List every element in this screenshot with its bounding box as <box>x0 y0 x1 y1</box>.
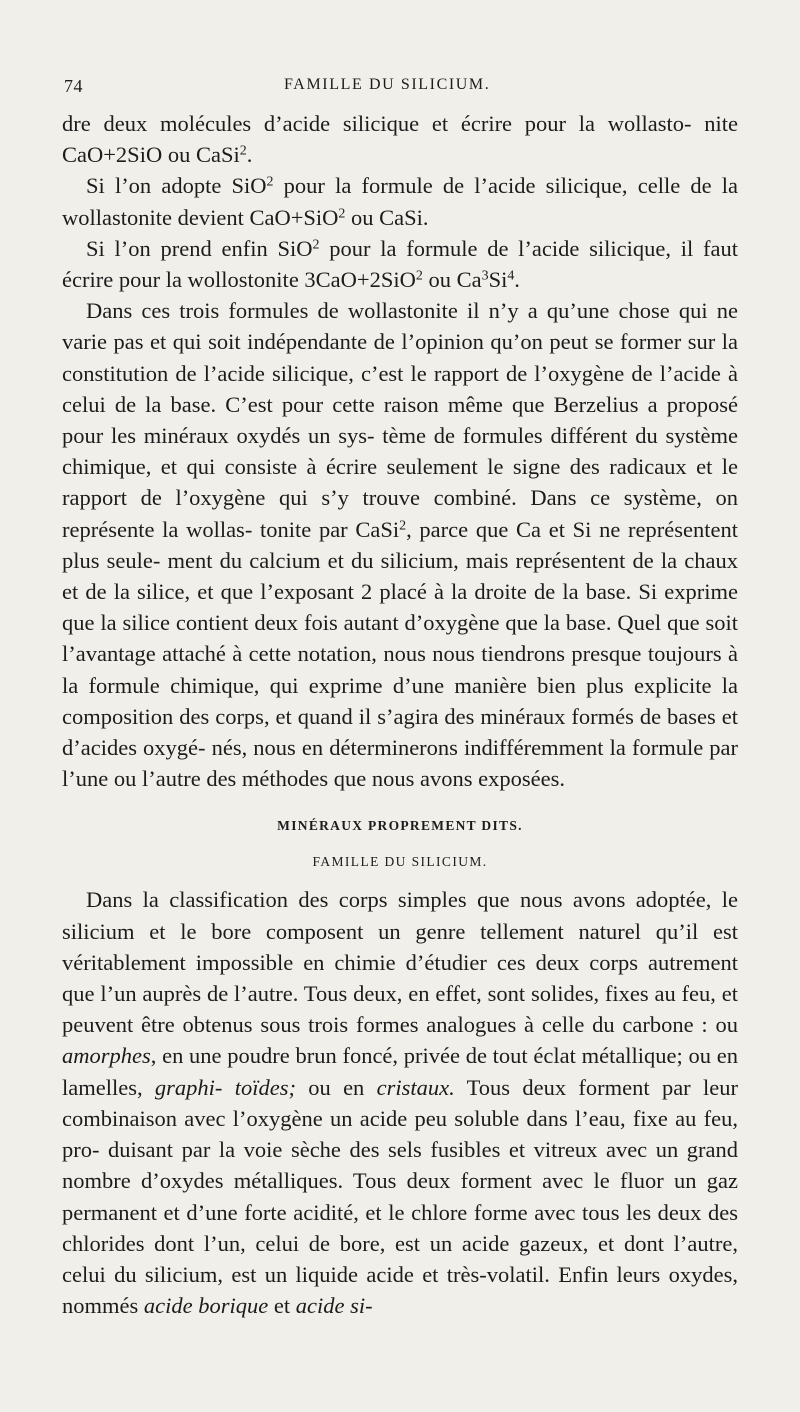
superscript: 4 <box>507 268 515 284</box>
superscript: 2 <box>399 517 407 533</box>
italic-term: graphi- toïdes; <box>154 1074 296 1100</box>
page-number: 74 <box>64 76 83 96</box>
body-paragraph: dre deux molécules d’acide silicique et écrire pour la wollasto- nite CaO+2SiO ou CaSi$^2$. <box>62 111 738 168</box>
superscript: 2 <box>239 143 247 159</box>
body-paragraph: Si l’on adopte SiO$^2$ pour la formule de l’acide silicique, celle de la wollastonite devient CaO+SiO$^2$ ou CaSi. <box>62 173 739 230</box>
subsection-heading: FAMILLE DU SILICIUM. <box>312 854 488 870</box>
italic-term: acide borique <box>143 1293 269 1319</box>
running-head <box>64 76 740 100</box>
body-paragraph: Si l’on prend enfin SiO$^2$ pour la formule de l’acide silicique, il faut écrire pour la wollostonite 3CaO+2SiO$^2$ ou Ca$^3$Si$^4$. <box>62 235 738 293</box>
final-paragraph: Dans la classification des corps simples que nous avons adoptée, le silicium et le bore composent un genre tellement naturel qu’il est véritablement impossible en chimie d’étudier ces deux corps autrement que l’un auprès de l’autre. Tous deux, en effet, sont solides, fixes au feu, et peuvent être obtenus sous trois formes analogues à celle du carbone : ou amorphes, en une poudre brun foncé, privée de tout éclat métallique; ou en lamelles, graphi- toïdes; ou en cristaux. Tous deux forment par leur combinaison avec l’oxygène un acide peu soluble dans l’eau, fixe au feu, pro- duisant par la voie sèche des sels fusibles et vitreux avec un grand nombre d’oxydes métalliques. Tous deux forment avec le fluor un gaz permanent et d’une forte acidité, et le chlore forme avec tous les deux des chlorides dont l’un, celui de bore, est un acide gazeux, et dont l’autre, celui du silicium, est un liquide acide et très-volatil. Enfin leurs oxydes, nommés acide borique et acide si- <box>62 887 738 1319</box>
italic-term: acide si- <box>295 1293 373 1319</box>
section-spacer <box>62 870 738 884</box>
italic-term: amorphes <box>62 1043 151 1069</box>
superscript: 2 <box>266 174 274 190</box>
superscript: 2 <box>415 268 423 284</box>
section-heading: MINÉRAUX PROPREMENT DITS. <box>277 818 523 834</box>
superscript: 2 <box>338 205 346 221</box>
body-paragraph: Dans ces trois formules de wollastonite il n’y a qu’une chose qui ne varie pas et qui soit indépendante de l’opinion qu’on peut se former sur la constitution de l’acide silicique, c’est le rapport de l’oxygène de l’acide à celui de la base. C’est pour cette raison même que Berzelius a proposé pour les minéraux oxydés un sys- tème de formules différent du système chimique, et qui consiste à écrire seulement le signe des radicaux et le rapport de l’oxygène qui s’y trouve combiné. Dans ce système, on représente la wollas- tonite par CaSi$^2$, parce que Ca et Si ne représentent plus seule- ment du calcium et du silicium, mais représentent de la chaux et de la silice, et que l’exposant 2 placé à la droite de la base. Si exprime que la silice contient deux fois autant d’oxygène que la base. Quel que soit l’avantage attaché à cette notation, nous nous tiendrons presque toujours à la formule chimique, qui exprime d’une manière bien plus explicite la composition des corps, et quand il s’agira des minéraux formés de bases et d’acides oxygé- nés, nous en déterminerons indifféremment la formule par l’une ou l’autre des méthodes que nous avons exposées. <box>62 298 738 792</box>
italic-term: cristaux. <box>376 1074 455 1100</box>
paragraph-group <box>62 108 738 794</box>
superscript: 3 <box>481 268 489 284</box>
superscript: 2 <box>312 237 320 253</box>
running-title: FAMILLE DU SILICIUM. <box>284 76 491 93</box>
page-body <box>62 108 738 1321</box>
